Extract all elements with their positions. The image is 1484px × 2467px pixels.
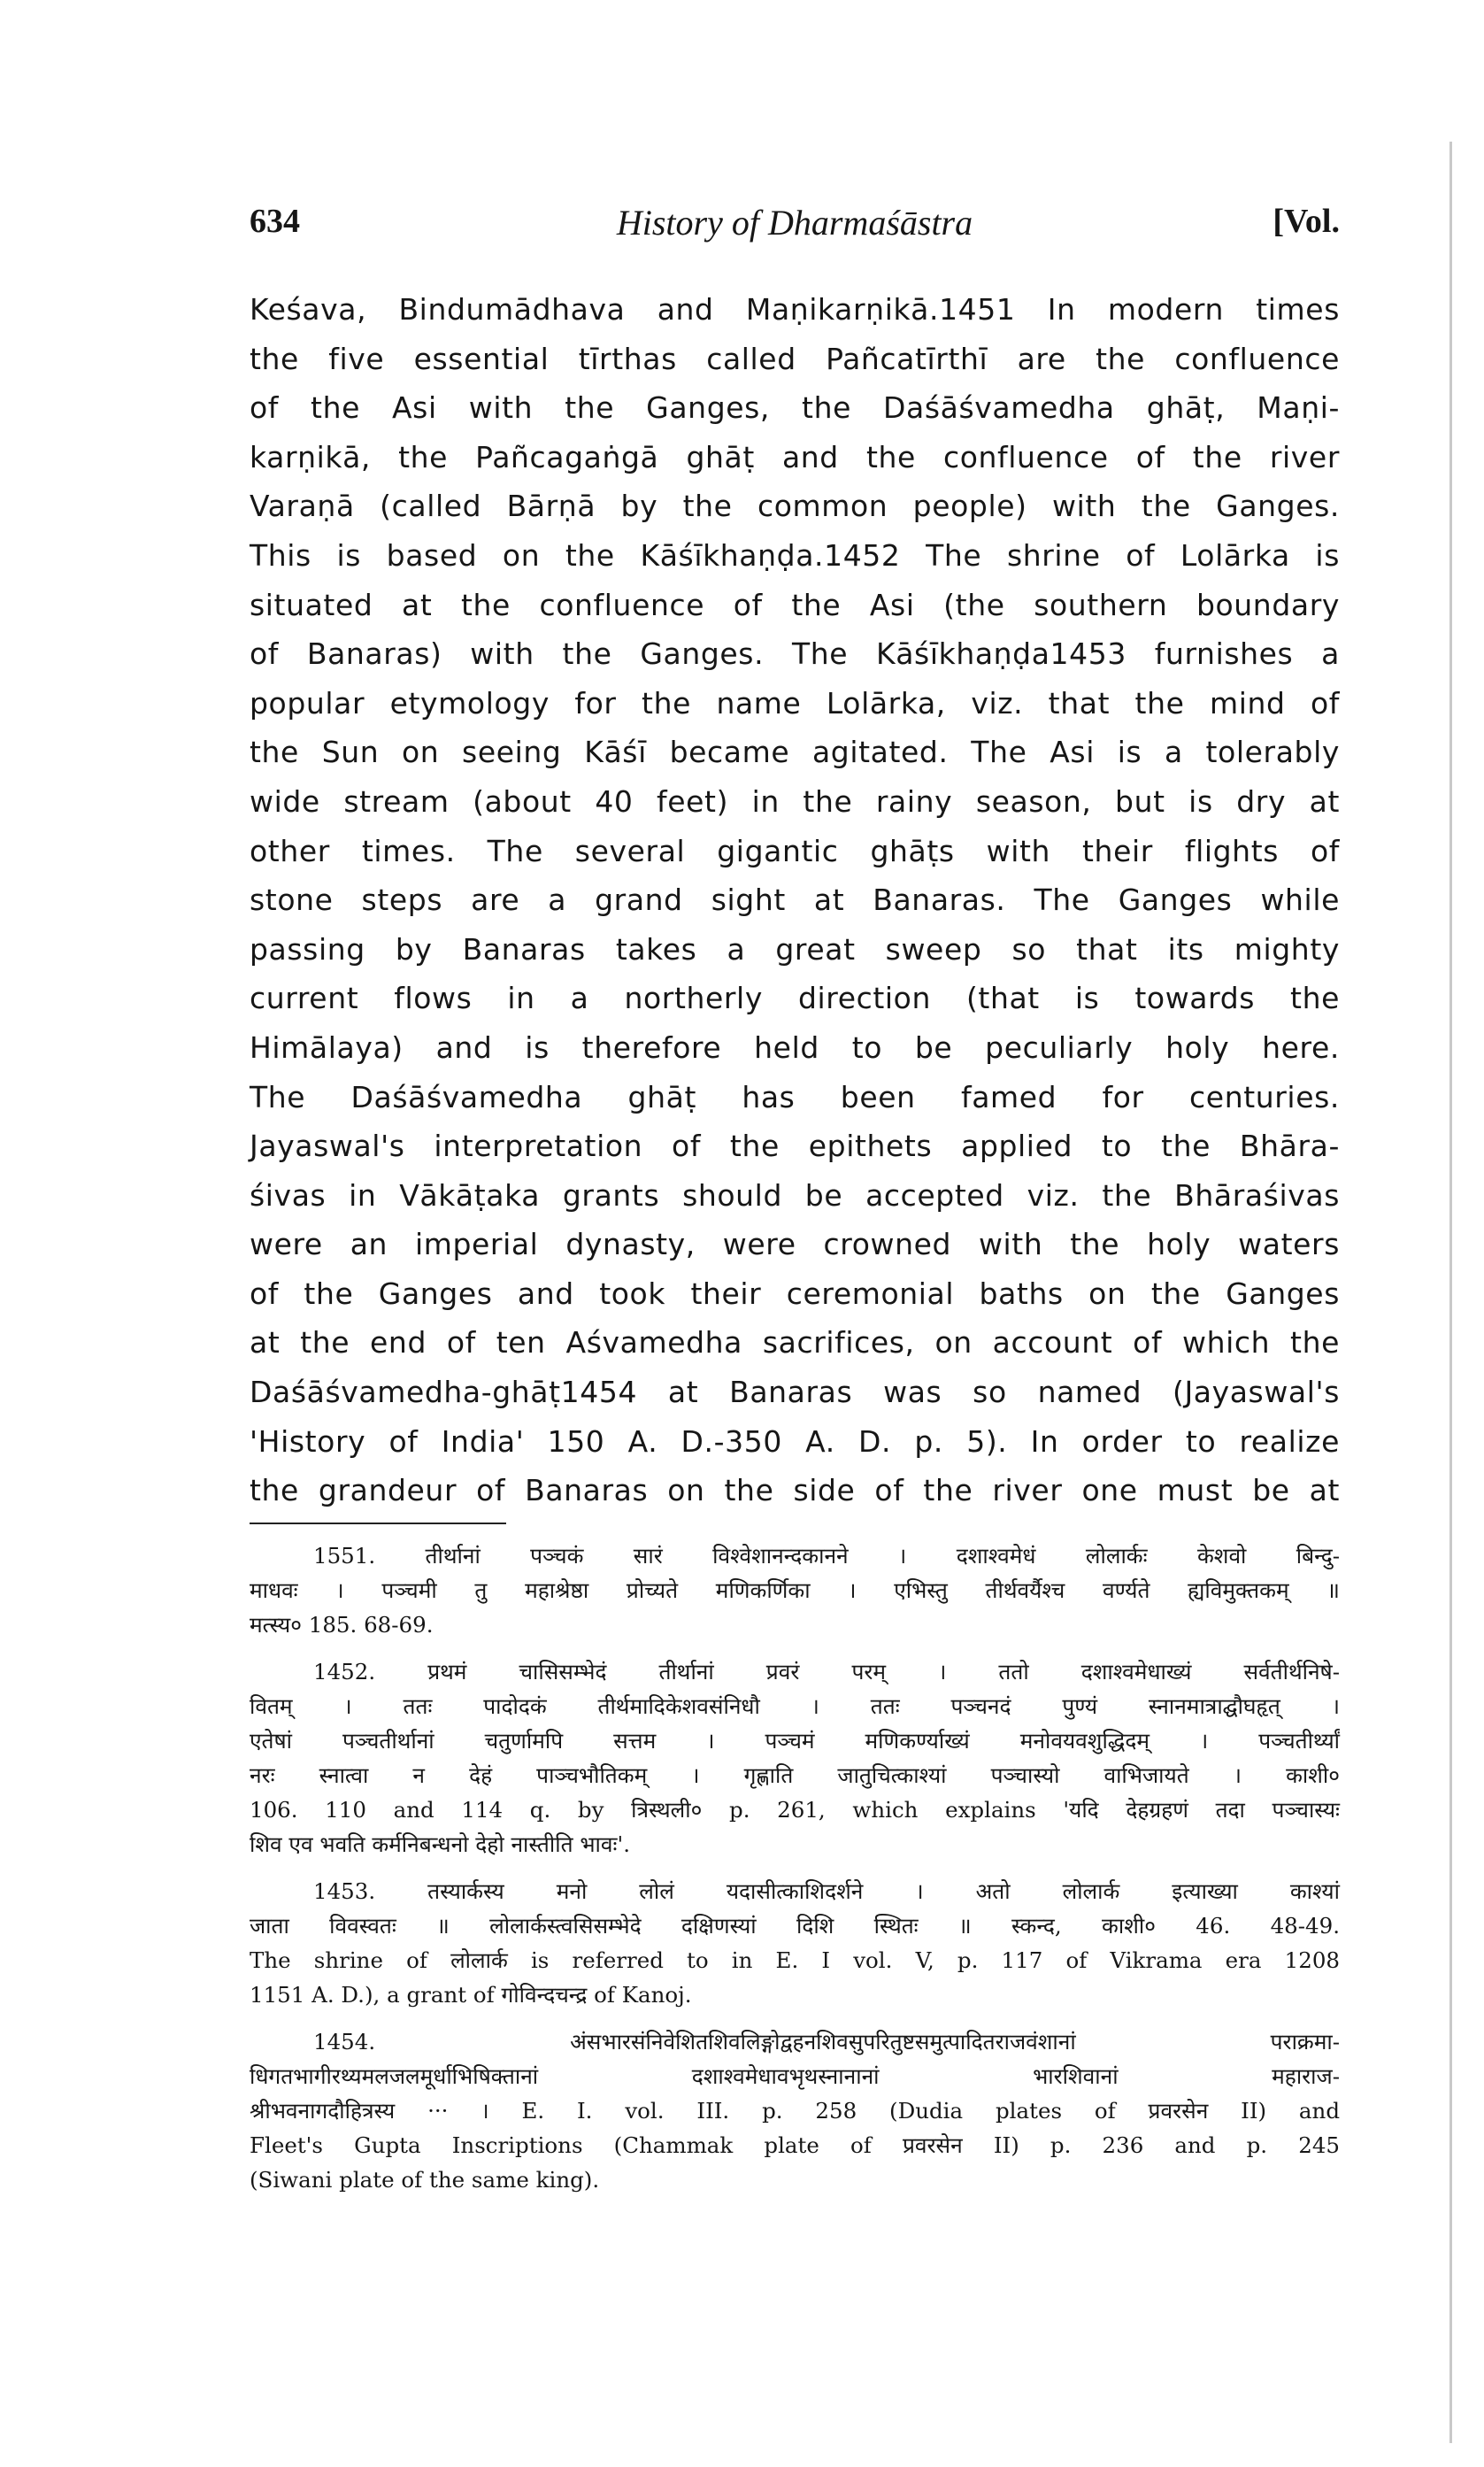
body-line: Varaṇā (called Bārṇā by the common people) with the Ganges. [250, 489, 1340, 524]
page-edge-line [1449, 142, 1452, 2443]
page-number: 634 [250, 203, 300, 240]
body-line: Himālaya) and is therefore held to be peculiarly holy here. [250, 1029, 1340, 1065]
body-line: were an imperial dynasty, were crowned with the holy waters [250, 1227, 1340, 1262]
body-line: the five essential tīrthas called Pañcatīrthī are the confluence [250, 341, 1340, 376]
footnotes [250, 1538, 1340, 2209]
footnote-line: मत्स्य० 185. 68-69. [250, 1612, 434, 1638]
footnote-line: 1151 A. D.), a grant of गोविन्दचन्द्र of Kanoj. [250, 1982, 692, 2008]
body-line: the Sun on seeing Kāśī became agitated. The Asi is a tolerably [250, 735, 1340, 770]
footnote-1452 [250, 1654, 1340, 1862]
body-line: The Daśāśvamedha ghāṭ has been famed for centuries. [250, 1079, 1340, 1114]
body-line: passing by Banaras takes a great sweep so that its mighty [250, 931, 1340, 967]
footnote-line: जाता विवस्वतः ॥ लोलार्कस्त्वसिसम्भेदे दक्षिणस्यां दिशि स्थितः ॥ स्कन्द, काशी० 46. 48-49. [250, 1913, 1340, 1939]
body-line: situated at the confluence of the Asi (the southern boundary [250, 587, 1340, 622]
footnote-line: Fleet's Gupta Inscriptions (Chammak plate of प्रवरसेन II) p. 236 and p. 245 [250, 2132, 1340, 2158]
footnote-line: The shrine of लोलार्क is referred to in E. I vol. V, p. 117 of Vikrama era 1208 [250, 1947, 1340, 1973]
body-line: of the Ganges and took their ceremonial baths on the Ganges [250, 1276, 1340, 1311]
footnote-line: श्रीभवनागदौहित्रस्य ··· । E. I. vol. III. p. 258 (Dudia plates of प्रवरसेन II) and [250, 2098, 1340, 2124]
body-line: popular etymology for the name Lolārka, viz. that the mind of [250, 685, 1340, 721]
body-line: This is based on the Kāśīkhaṇḍa.1452 The shrine of Lolārka is [250, 537, 1340, 573]
volume-label: [Vol. [1273, 203, 1340, 240]
body-line: karṇikā, the Pañcagaṅgā ghāṭ and the confluence of the river [250, 439, 1340, 474]
body-line: Jayaswal's interpretation of the epithets applied to the Bhāra- [250, 1129, 1340, 1164]
footnote-line: नरः स्नात्वा न देहं पाञ्चभौतिकम् । गृह्णाति जातुचित्काश्यां पञ्चास्यो वाभिजायते । काशी० [250, 1762, 1340, 1788]
footnote-line: माधवः । पञ्चमी तु महाश्रेष्ठा प्रोच्यते मणिकर्णिका । एभिस्तु तीर्थवर्यैश्च वर्ण्यते ह्यविमुक्तकम् ॥ [250, 1577, 1340, 1603]
body-line: at the end of ten Aśvamedha sacrifices, on account of which the [250, 1325, 1340, 1361]
body-line: 'History of India' 150 A. D.-350 A. D. p. 5). In order to realize [250, 1423, 1340, 1459]
body-line: Daśāśvamedha-ghāṭ1454 at Banaras was so named (Jayaswal's [250, 1375, 1340, 1410]
footnote-line: 106. 110 and 114 q. by त्रिस्थली० p. 261, which explains 'यदि देहग्रहणं तदा पञ्चास्यः [250, 1797, 1340, 1823]
body-line: the grandeur of Banaras on the side of the river one must be at [250, 1473, 1340, 1508]
footnote-line: शिव एव भवति कर्मनिबन्धनो देहो नास्तीति भावः'. [250, 1831, 630, 1857]
footnote-1453 [250, 1874, 1340, 2012]
footnote-line: धिगतभागीरथ्यमलजलमूर्धाभिषिक्तानां दशाश्वमेधावभृथस्नानानां भारशिवानां महाराज- [250, 2063, 1340, 2089]
body-line: other times. The several gigantic ghāṭs with their flights of [250, 833, 1340, 868]
footnote-rule [250, 1523, 506, 1524]
footnote-line: (Siwani plate of the same king). [250, 2167, 600, 2193]
body-line: stone steps are a grand sight at Banaras. The Ganges while [250, 883, 1340, 918]
footnote-1454 [250, 2024, 1340, 2197]
running-title: History of Dharmaśāstra [616, 203, 973, 243]
footnote-line: 1452. प्रथमं चासिसम्भेदं तीर्थानां प्रवरं परम् । ततो दशाश्वमेधाख्यं सर्वतीर्थनिषे- [313, 1659, 1340, 1684]
footnote-line: 1454. अंसभारसंनिवेशितशिवलिङ्गोद्वहनशिवसुपरितुष्टसमुत्पादितराजवंशानां पराक्रमा- [313, 2029, 1340, 2055]
footnote-1451 [250, 1538, 1340, 1642]
footnote-line: एतेषां पञ्चतीर्थानां चतुर्णामपि सत्तम । पञ्चमं मणिकर्ण्याख्यं मनोवयवशुद्धिदम् । पञ्चतीर्थ्यां [250, 1728, 1340, 1754]
body-line: Keśava, Bindumādhava and Maṇikarṇikā.1451 In modern times [250, 292, 1340, 327]
running-header [250, 202, 1340, 255]
footnote-line: 1551. तीर्थानां पञ्चकं सारं विश्वेशानन्दकानने । दशाश्वमेधं लोलार्कः केशवो बिन्दु- [313, 1543, 1340, 1569]
footnote-line: वितम् । ततः पादोदकं तीर्थमादिकेशवसंनिधौ । ततः पञ्चनदं पुण्यं स्नानमात्राद्घौघहृत् । [250, 1693, 1340, 1719]
body-text [250, 285, 1340, 1515]
body-line: of Banaras) with the Ganges. The Kāśīkhaṇḍa1453 furnishes a [250, 636, 1340, 672]
body-line: wide stream (about 40 feet) in the rainy season, but is dry at [250, 783, 1340, 819]
footnote-line: 1453. तस्यार्कस्य मनो लोलं यदासीत्काशिदर्शने । अतो लोलार्क इत्याख्या काश्यां [313, 1878, 1340, 1904]
body-line: current flows in a northerly direction (that is towards the [250, 981, 1340, 1016]
body-line: of the Asi with the Ganges, the Daśāśvamedha ghāṭ, Maṇi- [250, 390, 1340, 426]
body-line: śivas in Vākāṭaka grants should be accepted viz. the Bhāraśivas [250, 1177, 1340, 1213]
